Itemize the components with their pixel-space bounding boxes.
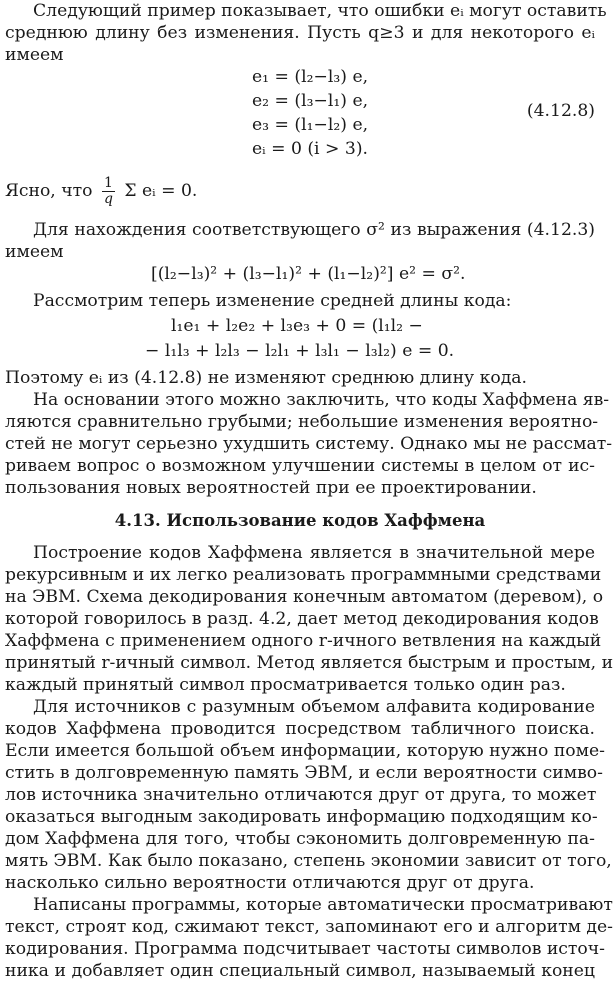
- text-line: рекурсивным и их легко реализовать программными средствами: [5, 565, 602, 585]
- text-line: текст, строят код, сжимают текст, запоминают его и алгоритм де-: [5, 917, 613, 937]
- fraction-denominator: q: [103, 191, 113, 207]
- sum-statement: [5, 176, 197, 207]
- text-line: Следующий пример показывает, что ошибки eᵢ могут оставить: [33, 1, 607, 21]
- text-line: Для источников с разумным объемом алфавита кодирование: [33, 697, 595, 717]
- text-line: На основании этого можно заключить, что коды Хаффмена яв-: [33, 390, 610, 410]
- equation-line: eᵢ = 0 (i > 3).: [252, 139, 368, 159]
- text-line: которой говорилось в разд. 4.2, дает метод декодирования кодов: [5, 609, 599, 629]
- text-line: Поэтому eᵢ из (4.12.8) не изменяют среднюю длину кода.: [5, 368, 527, 388]
- text-line: имеем: [5, 242, 64, 262]
- text-line: на ЭВМ. Схема декодирования конечным автоматом (деревом), о: [5, 587, 604, 607]
- text-line: каждый принятый символ просматривается только один раз.: [5, 675, 566, 695]
- text-line: пользования новых вероятностей при ее проектировании.: [5, 478, 537, 498]
- text-line: оказаться выгодным закодировать информацию подходящим ко-: [5, 807, 598, 827]
- text-line: стей не могут серьезно ухудшить систему. Однако мы не рассмат-: [5, 434, 613, 454]
- text-line: мять ЭВМ. Как было показано, степень экономии зависит от того,: [5, 851, 612, 871]
- fraction-numerator: 1: [102, 176, 115, 192]
- equation-line: − l₁l₃ + l₂l₃ − l₂l₁ + l₃l₁ − l₃l₂) e = 0.: [145, 341, 455, 361]
- text-line: дом Хаффмена для того, чтобы сэкономить долговременную па-: [5, 829, 595, 849]
- text-line: Если имеется большой объем информации, которую нужно помe-: [5, 741, 605, 761]
- text-line: ляются сравнительно грубыми; небольшие изменения вероятно-: [5, 412, 599, 432]
- text-line: Рассмотрим теперь изменение средней длины кода:: [33, 291, 512, 311]
- equation-line: e₁ = (l₂−l₃) e,: [252, 67, 369, 87]
- page-bottom-clip: [5, 916, 613, 981]
- text-line: Написаны программы, которые автоматически просматривают: [33, 895, 613, 915]
- text-line: ника и добавляет один специальный символ, называемый конец: [5, 961, 595, 981]
- text-line: стить в долговременную память ЭВМ, и если вероятности симво-: [5, 763, 603, 783]
- section-heading: 4.13. Использование кодов Хаффмена: [114, 511, 486, 530]
- equation-sigma: [(l₂−l₃)² + (l₃−l₁)² + (l₁−l₂)²] e² = σ².: [151, 264, 466, 284]
- equation-line: l₁e₁ + l₂e₂ + l₃e₃ + 0 = (l₁l₂ −: [171, 316, 423, 336]
- text-line: Построение кодов Хаффмена является в значительной мере: [33, 543, 595, 563]
- text-line: Хаффмена с применением одного r-ичного ветвления на каждый: [5, 631, 602, 651]
- text-line: кодов Хаффмена проводится посредством табличного поиска.: [5, 719, 595, 739]
- text-line: кодирования. Программа подсчитывает частоты символов источ-: [5, 939, 605, 959]
- sum-prefix: Ясно, что: [5, 181, 93, 201]
- text-line: лов источника значительно отличаются друг от друга, то может: [5, 785, 597, 805]
- book-page: [5, 0, 613, 922]
- text-line: имеем: [5, 45, 64, 65]
- equation-line: e₂ = (l₃−l₁) e,: [252, 91, 369, 111]
- text-line: риваем вопрос о возможном улучшении системы в целом от ис-: [5, 456, 595, 476]
- equation-number: (4.12.8): [526, 101, 595, 121]
- fraction: [102, 176, 115, 207]
- text-line: принятый r-ичный символ. Метод является быстрым и простым, и: [5, 653, 613, 673]
- text-line: среднюю длину без изменения. Пусть q≥3 и для некоторого eᵢ: [5, 23, 595, 43]
- text-line: насколько сильно вероятности отличаются друг от друга.: [5, 873, 535, 893]
- equation-line: e₃ = (l₁−l₂) e,: [252, 115, 369, 135]
- sum-suffix: Σ eᵢ = 0.: [124, 181, 198, 201]
- text-line: Для нахождения соответствующего σ² из выражения (4.12.3): [33, 220, 595, 240]
